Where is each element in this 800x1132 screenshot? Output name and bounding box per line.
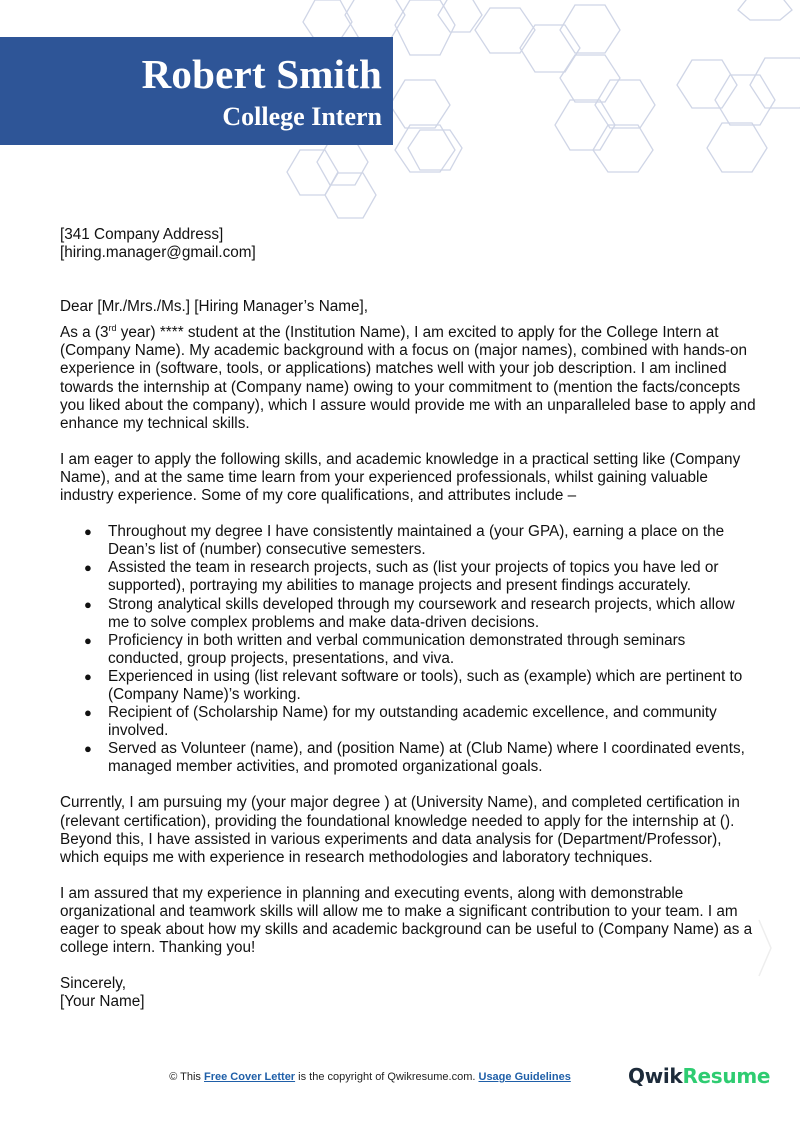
bullet-icon: ● bbox=[84, 632, 92, 648]
list-item-text: Proficiency in both written and verbal communication demonstrated through seminars conducted, group projects, presentations, and viva. bbox=[108, 631, 686, 667]
intro-prefix: As a (3 bbox=[60, 324, 109, 342]
bullet-icon: ● bbox=[84, 741, 92, 757]
bullet-icon: ● bbox=[84, 596, 92, 612]
free-cover-letter-link[interactable]: Free Cover Letter bbox=[204, 1071, 296, 1083]
recipient-block bbox=[60, 226, 760, 262]
letter-body bbox=[60, 226, 760, 1011]
recipient-address: [341 Company Address] bbox=[60, 226, 224, 243]
copyright-prefix: © This bbox=[169, 1071, 204, 1083]
list-item-text: Served as Volunteer (name), and (position Name) at (Club Name) where I coordinated events, managed member activities, and promoted organizational goals. bbox=[108, 740, 745, 776]
logo-part-resume: Resume bbox=[682, 1064, 771, 1088]
header-banner bbox=[0, 37, 393, 145]
list-item bbox=[84, 740, 760, 776]
list-item bbox=[84, 631, 760, 668]
bullet-icon: ● bbox=[84, 524, 92, 540]
applicant-role: College Intern bbox=[222, 102, 382, 131]
page-edge-chevron-icon bbox=[755, 918, 775, 978]
list-item bbox=[84, 595, 760, 632]
signature-name: [Your Name] bbox=[60, 993, 145, 1011]
list-item bbox=[84, 667, 760, 704]
ordinal-suffix: rd bbox=[108, 323, 117, 334]
closing-phrase: Sincerely, bbox=[60, 975, 127, 993]
list-item-text: Assisted the team in research projects, such as (list your projects of topics you have led or supported), portraying my abilities to manage projects and present findings accurately. bbox=[108, 559, 719, 595]
bullet-icon: ● bbox=[84, 668, 92, 684]
list-item bbox=[84, 704, 760, 740]
education-paragraph: Currently, I am pursuing my (your major degree ) at (University Name), and completed certification in (relevant certification), providing the foundational knowledge needed to apply for the internship at (). Beyond this, I have assisted in various experiments and data analysis for (Department/Professor), which equips me with experience in research methodologies and laboratory techniques. bbox=[60, 794, 740, 866]
intro-rest: year) **** student at the (Institution Name), I am excited to apply for the College Intern at (Company Name). My academic background with a focus on (major names), combined with hands-on experience in (software, tools, or applications) matches well with your job description. I am inclined towards the internship at (Company name) owing to your commitment to (mention the facts/concepts you liked about the company), which I assure would provide me with an unparalleled base to apply and enhance my technical skills. bbox=[60, 324, 756, 432]
usage-guidelines-link[interactable]: Usage Guidelines bbox=[478, 1071, 571, 1083]
list-item-text: Throughout my degree I have consistently maintained a (your GPA), earning a place on the Dean’s list of (number) consecutive semesters. bbox=[108, 523, 725, 559]
closing-paragraph: I am assured that my experience in planning and executing events, along with demonstrable organizational and teamwork skills will allow me to make a significant contribution to your team. I am eager to speak about how my skills and academic background can be useful to (Company Name) as a college intern. Thanking you! bbox=[60, 884, 753, 957]
salutation: Dear [Mr./Mrs./Ms.] [Hiring Manager’s Name], bbox=[60, 298, 368, 316]
qwikresume-logo[interactable] bbox=[628, 1064, 770, 1088]
bullet-icon: ● bbox=[84, 705, 92, 721]
qualifications-list bbox=[60, 523, 760, 776]
list-item-text: Recipient of (Scholarship Name) for my outstanding academic excellence, and community involved. bbox=[108, 704, 717, 740]
intro-paragraph bbox=[60, 324, 760, 433]
list-item bbox=[84, 559, 760, 595]
list-item-text: Experienced in using (list relevant software or tools), such as (example) which are pertinent to (Company Name)’s working. bbox=[108, 667, 743, 703]
copyright-middle: is the copyright of Qwikresume.com. bbox=[295, 1071, 479, 1083]
list-item bbox=[84, 523, 760, 559]
list-item-text: Strong analytical skills developed through my coursework and research projects, which allow me to solve complex problems and make data-driven decisions. bbox=[108, 595, 735, 631]
applicant-name: Robert Smith bbox=[141, 51, 382, 97]
recipient-email: [hiring.manager@gmail.com] bbox=[60, 244, 256, 262]
skills-intro-paragraph: I am eager to apply the following skills, and academic knowledge in a practical setting like (Company Name), and at the same time learn from your experienced professionals, whilst gaining valuable industry experience. Some of my core qualifications, and attributes include – bbox=[60, 450, 741, 505]
logo-part-qwik: Qwik bbox=[628, 1064, 683, 1088]
bullet-icon: ● bbox=[84, 560, 92, 576]
